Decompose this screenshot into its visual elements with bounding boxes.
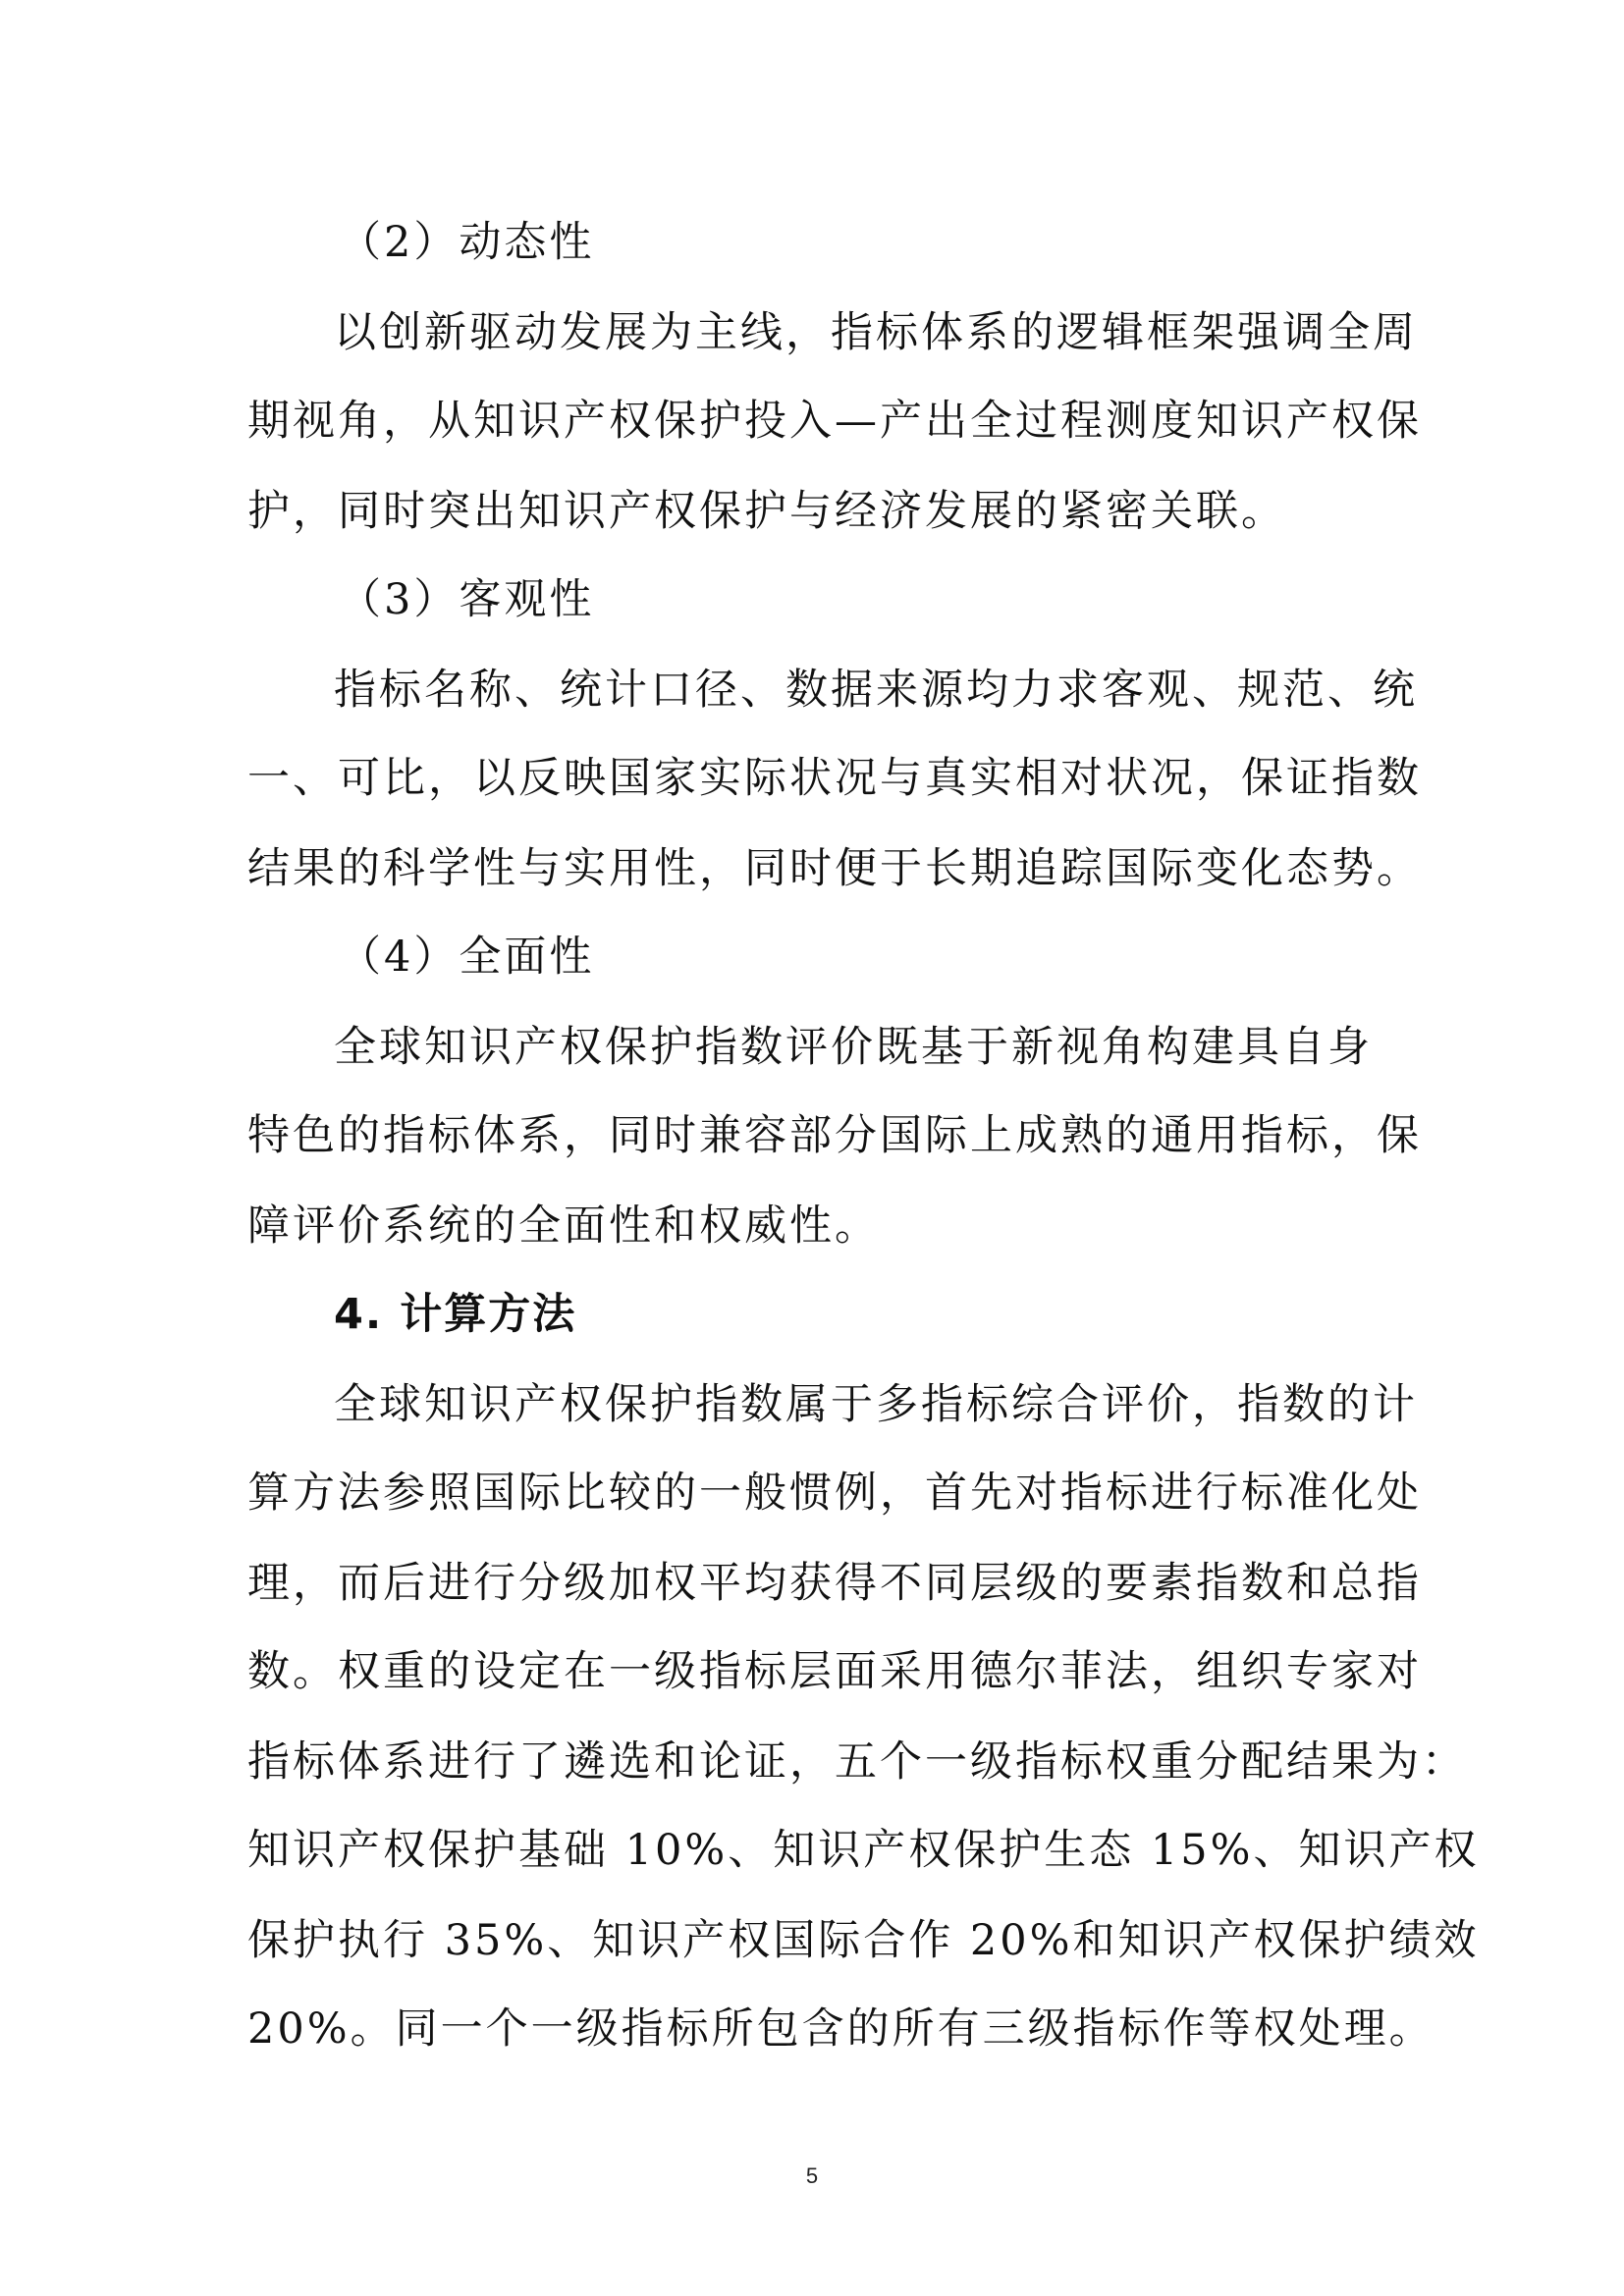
paragraph-line: 算方法参照国际比较的一般惯例，首先对指标进行标准化处 bbox=[247, 1468, 1422, 1518]
paragraph-line: 知识产权保护基础 10%、知识产权保护生态 15%、知识产权 bbox=[247, 1826, 1480, 1875]
section-heading: 4. 计算方法 bbox=[334, 1290, 577, 1339]
paragraph-line: 期视角，从知识产权保护投入—产出全过程测度知识产权保 bbox=[247, 397, 1422, 446]
paragraph-line: 一、可比，以反映国家实际状况与真实相对状况，保证指数 bbox=[247, 754, 1422, 803]
paragraph-line: 以创新驱动发展为主线，指标体系的逻辑框架强调全周 bbox=[334, 308, 1418, 357]
page-number: 5 bbox=[805, 2163, 819, 2188]
paragraph-line: 护，同时突出知识产权保护与经济发展的紧密关联。 bbox=[247, 487, 1286, 536]
paragraph-line: 全球知识产权保护指数评价既基于新视角构建具自身 bbox=[334, 1023, 1373, 1072]
paragraph-line: 全球知识产权保护指数属于多指标综合评价，指数的计 bbox=[334, 1380, 1418, 1429]
paragraph-line: 障评价系统的全面性和权威性。 bbox=[247, 1201, 880, 1251]
paragraph-line: 20%。同一个一级指标所包含的所有三级指标作等权处理。 bbox=[247, 2004, 1435, 2054]
subheading-objective: （3）客观性 bbox=[339, 575, 595, 624]
subheading-comprehensive: （4）全面性 bbox=[339, 933, 595, 982]
paragraph-line: 指标体系进行了遴选和论证，五个一级指标权重分配结果为： bbox=[247, 1737, 1467, 1787]
paragraph-line: 特色的指标体系，同时兼容部分国际上成熟的通用指标，保 bbox=[247, 1111, 1422, 1160]
paragraph-line: 结果的科学性与实用性，同时便于长期追踪国际变化态势。 bbox=[247, 844, 1422, 893]
paragraph-line: 保护执行 35%、知识产权国际合作 20%和知识产权保护绩效 bbox=[247, 1916, 1480, 1965]
paragraph-line: 理，而后进行分级加权平均获得不同层级的要素指数和总指 bbox=[247, 1559, 1422, 1608]
subheading-dynamic: （2）动态性 bbox=[339, 218, 595, 267]
paragraph-line: 指标名称、统计口径、数据来源均力求客观、规范、统 bbox=[334, 666, 1418, 715]
paragraph-line: 数。权重的设定在一级指标层面采用德尔菲法，组织专家对 bbox=[247, 1647, 1422, 1696]
